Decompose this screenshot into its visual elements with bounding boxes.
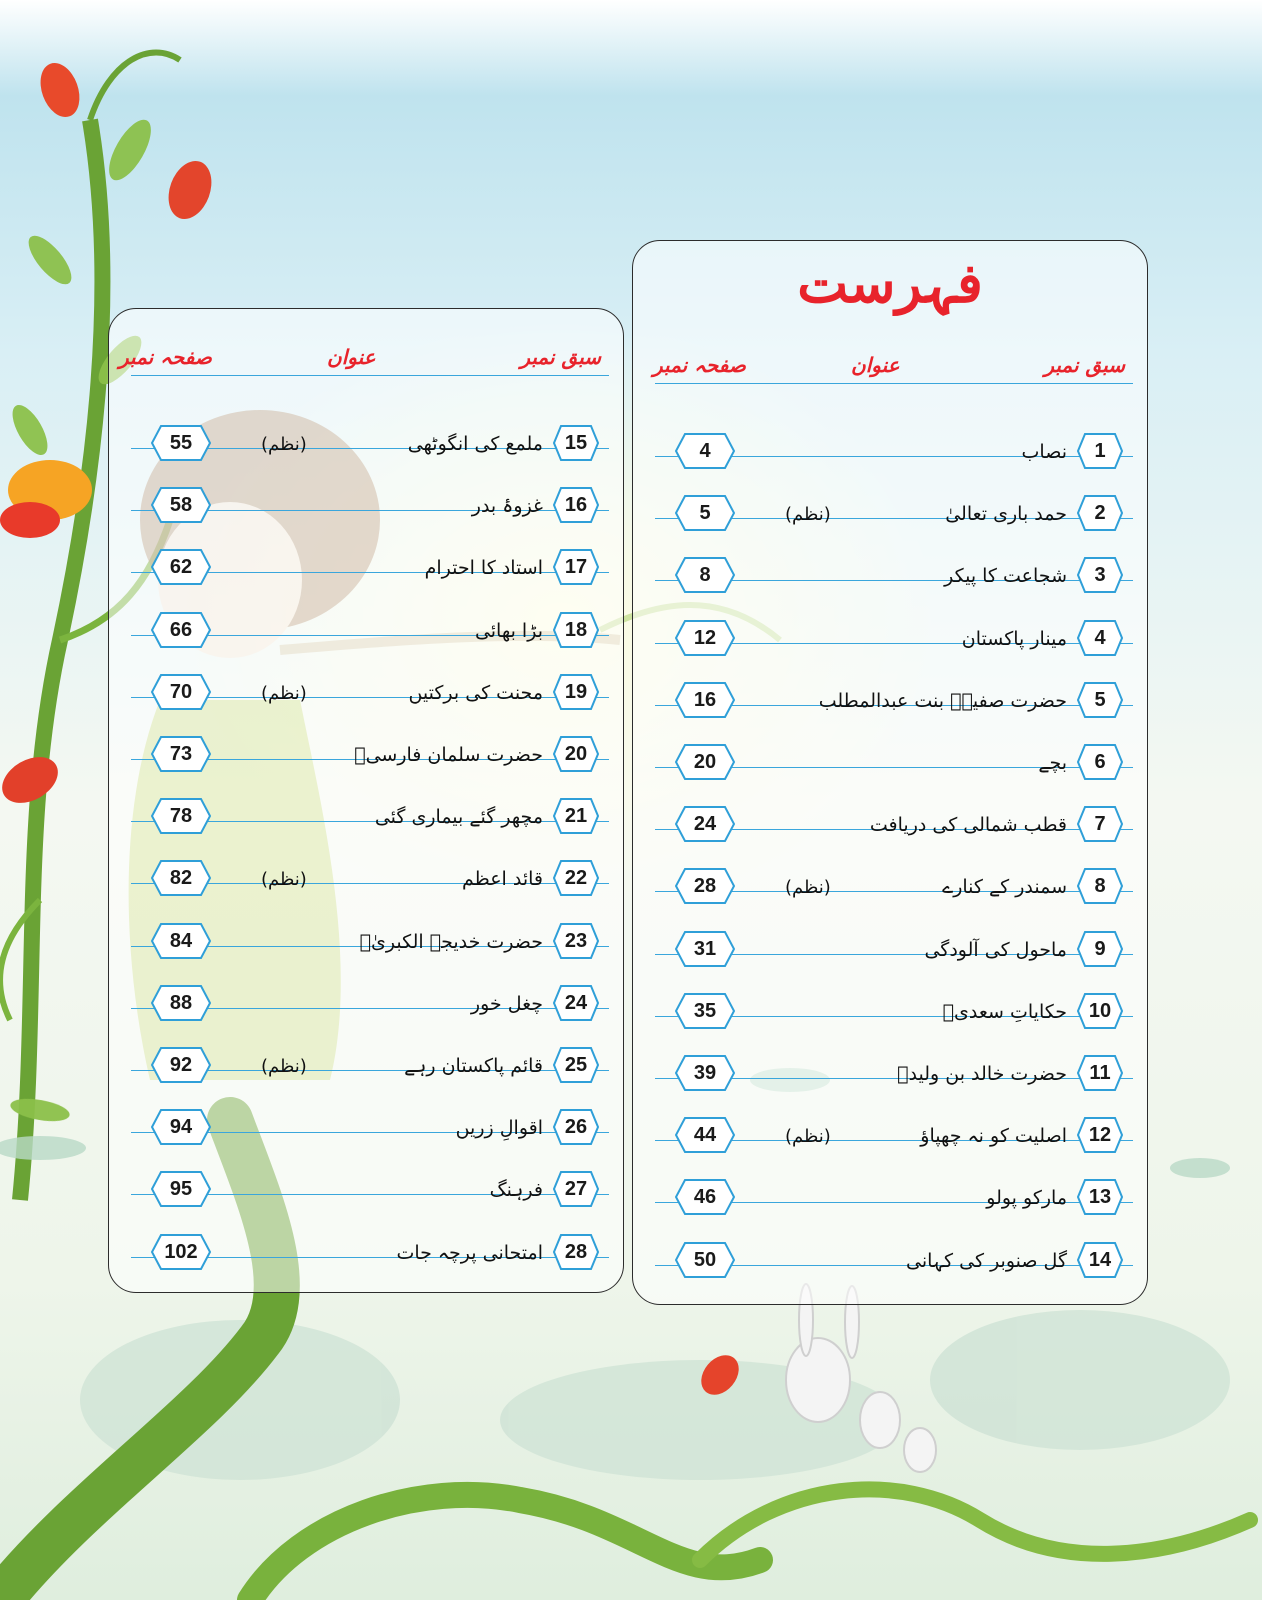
list-item (655, 660, 1133, 718)
poem-tag: (نظم) (261, 869, 307, 891)
lesson-number-badge (1077, 433, 1123, 469)
page-number: 20 (693, 751, 717, 773)
toc-panel-left (108, 308, 624, 1293)
lesson-number: 10 (1088, 999, 1112, 1022)
list-item (131, 901, 609, 959)
page-number: 35 (693, 999, 717, 1022)
page-number: 62 (169, 556, 193, 579)
lesson-number: 7 (1094, 813, 1106, 836)
page-number-badge (675, 1179, 735, 1215)
lesson-title: سمندر کے کنارے (942, 876, 1067, 899)
page-number-badge (675, 433, 735, 469)
page-number: 92 (169, 1054, 193, 1076)
page-number: 12 (693, 626, 717, 649)
page-number: 28 (693, 875, 717, 898)
lesson-title: اصلیت کو نہ چھپاؤ (920, 1125, 1067, 1148)
page-number-badge (675, 620, 735, 656)
header-page-no: صفحہ نمبر (653, 353, 746, 377)
lesson-number-badge (1077, 1055, 1123, 1091)
list-item (655, 535, 1133, 593)
lesson-title: شجاعت کا پیکر (944, 565, 1067, 588)
lesson-number: 21 (564, 805, 588, 828)
list-item (655, 909, 1133, 967)
page-number-badge (151, 612, 211, 648)
page-number: 44 (693, 1124, 717, 1147)
list-item (655, 1220, 1133, 1278)
lesson-title: مارکو پولو (986, 1187, 1067, 1210)
list-item (655, 598, 1133, 656)
page-number: 31 (693, 937, 717, 960)
lesson-title: حضرت خالد بن ولیدؓ (897, 1063, 1067, 1085)
page-number-badge (151, 549, 211, 585)
lesson-number-badge (553, 1047, 599, 1083)
lesson-number-badge (553, 985, 599, 1021)
poem-tag: (نظم) (261, 682, 307, 704)
page-number: 78 (169, 805, 193, 828)
lesson-title: قطب شمالی کی دریافت (869, 814, 1067, 837)
lesson-number-badge (553, 487, 599, 523)
list-item (131, 714, 609, 772)
page-number-badge (675, 1055, 735, 1091)
page-number-badge (675, 744, 735, 780)
lesson-number: 18 (564, 618, 588, 641)
lesson-title: چغل خور (470, 992, 543, 1015)
page-number-badge (151, 674, 211, 710)
page-number: 39 (693, 1062, 717, 1084)
lesson-number-badge (553, 549, 599, 585)
lesson-number: 8 (1094, 875, 1106, 898)
lesson-title: مچھر گئے بیماری گئی (374, 806, 543, 829)
poem-tag: (نظم) (785, 877, 831, 899)
lesson-title: حضرت خدیجۃ الکبریٰؓ (359, 930, 543, 953)
page-number-badge (151, 1047, 211, 1083)
page-number: 102 (164, 1240, 198, 1263)
page-number: 70 (169, 680, 193, 703)
lesson-number-badge (1077, 806, 1123, 842)
lesson-number: 14 (1088, 1248, 1112, 1271)
lesson-number: 2 (1094, 502, 1106, 525)
page-number: 50 (693, 1248, 717, 1271)
poem-tag: (نظم) (261, 434, 307, 455)
poem-tag: (نظم) (785, 504, 831, 526)
list-item (131, 590, 609, 648)
page-title: فہرست (797, 251, 983, 315)
lesson-number-badge (1077, 744, 1123, 780)
lesson-number-badge (1077, 1117, 1123, 1153)
lesson-number: 13 (1088, 1186, 1112, 1209)
list-item (655, 1095, 1133, 1153)
lesson-title: حمد باری تعالیٰ (945, 503, 1067, 526)
lesson-number-badge (1077, 993, 1123, 1029)
page-number-badge (151, 1171, 211, 1207)
lesson-number-badge (553, 736, 599, 772)
lesson-number: 20 (564, 743, 588, 765)
lesson-number: 16 (564, 494, 588, 517)
page-number: 66 (169, 618, 193, 641)
lesson-number: 5 (1094, 688, 1106, 711)
list-item (131, 838, 609, 896)
page-number-badge (675, 495, 735, 531)
header-page-no: صفحہ نمبر (119, 345, 212, 369)
list-item (131, 465, 609, 523)
lesson-number-badge (1077, 868, 1123, 904)
list-item (131, 1212, 609, 1270)
lesson-title: مینار پاکستان (961, 627, 1067, 650)
lesson-title: ماحول کی آلودگی (924, 938, 1067, 961)
lesson-number: 15 (564, 432, 588, 454)
list-item (131, 1025, 609, 1083)
lesson-number: 12 (1088, 1124, 1112, 1147)
lesson-number-badge (553, 425, 599, 461)
page-number-badge (151, 798, 211, 834)
lesson-number: 4 (1094, 626, 1106, 649)
lesson-number-badge (553, 923, 599, 959)
lesson-title: بچے (1038, 752, 1067, 774)
header-topic: عنوان (327, 345, 376, 369)
page-number: 73 (169, 743, 193, 765)
lesson-number-badge (1077, 1179, 1123, 1215)
page-number-badge (675, 682, 735, 718)
lesson-number: 1 (1094, 440, 1106, 462)
page-number: 58 (169, 494, 193, 517)
lesson-title: حکایاتِ سعدیؒ (942, 1000, 1067, 1023)
page-number-badge (151, 487, 211, 523)
lesson-number: 3 (1094, 564, 1106, 587)
page-number-badge (675, 931, 735, 967)
lesson-title: ملمع کی انگوٹھی (407, 433, 543, 455)
page-number: 55 (169, 432, 193, 454)
lesson-number-badge (553, 1234, 599, 1270)
lesson-title: قائم پاکستان رہے (404, 1055, 543, 1077)
page-number-badge (151, 923, 211, 959)
lesson-title: امتحانی پرچہ جات (396, 1241, 543, 1264)
lesson-number: 27 (564, 1178, 588, 1201)
header-lesson-no: سبق نمبر (1044, 353, 1125, 377)
page-number-badge (151, 1234, 211, 1270)
lesson-number: 11 (1089, 1062, 1111, 1084)
lesson-title: قائد اعظم (461, 868, 543, 891)
page-number-badge (675, 868, 735, 904)
lesson-number-badge (553, 860, 599, 896)
header-rule (131, 375, 609, 376)
lesson-number: 9 (1094, 937, 1106, 960)
list-item (655, 846, 1133, 904)
list-item (655, 971, 1133, 1029)
page-number-badge (675, 806, 735, 842)
lesson-number-badge (553, 1109, 599, 1145)
lesson-number-badge (553, 612, 599, 648)
lesson-number-badge (1077, 682, 1123, 718)
list-item (131, 403, 609, 461)
list-item (655, 1157, 1133, 1215)
page-number-badge (675, 993, 735, 1029)
lesson-number-badge (1077, 620, 1123, 656)
page-number: 5 (699, 502, 711, 525)
header-lesson-no: سبق نمبر (520, 345, 601, 369)
lesson-title: نصاب (1021, 441, 1067, 463)
page-number-badge (151, 860, 211, 896)
toc-panel-right (632, 240, 1148, 1305)
list-item (131, 1149, 609, 1207)
lesson-number-badge (553, 1171, 599, 1207)
list-item (655, 473, 1133, 531)
page-number: 84 (169, 929, 193, 952)
page-number: 16 (693, 688, 717, 711)
lesson-title: حضرت سلمان فارسیؓ (354, 744, 543, 766)
lesson-number-badge (1077, 495, 1123, 531)
lesson-number-badge (1077, 557, 1123, 593)
lesson-number: 26 (564, 1116, 588, 1139)
lesson-title: محنت کی برکتیں (408, 681, 543, 704)
lesson-number: 17 (564, 556, 588, 579)
lesson-title: غزوۂ بدر (471, 495, 543, 518)
list-item (655, 722, 1133, 780)
list-item (131, 652, 609, 710)
lesson-title: استاد کا احترام (424, 557, 543, 580)
poem-tag: (نظم) (785, 1126, 831, 1148)
list-item (655, 411, 1133, 469)
lesson-number: 6 (1094, 751, 1106, 773)
page-number-badge (151, 985, 211, 1021)
page-number: 82 (169, 867, 193, 890)
lesson-title: اقوالِ زریں (455, 1117, 543, 1140)
page-number: 4 (699, 440, 711, 462)
list-item (131, 1087, 609, 1145)
header-topic: عنوان (851, 353, 900, 377)
page-number: 88 (169, 991, 193, 1014)
lesson-number: 24 (564, 991, 588, 1014)
page-number-badge (675, 557, 735, 593)
page-number: 95 (169, 1178, 193, 1201)
header-rule (655, 383, 1133, 384)
lesson-number: 22 (564, 867, 588, 890)
lesson-title: فرہنگ (489, 1179, 543, 1202)
page-number-badge (151, 425, 211, 461)
lesson-number: 28 (564, 1240, 588, 1263)
lesson-number: 19 (564, 680, 588, 703)
page-number: 46 (693, 1186, 717, 1209)
list-item (131, 776, 609, 834)
list-item (655, 1033, 1133, 1091)
page-number: 8 (699, 564, 711, 587)
page-number: 94 (169, 1116, 193, 1139)
lesson-number: 25 (564, 1054, 588, 1076)
lesson-number-badge (553, 674, 599, 710)
lesson-number: 23 (564, 929, 588, 952)
page-number-badge (151, 736, 211, 772)
lesson-title: بڑا بھائی (474, 619, 543, 642)
lesson-title: گل صنوبر کی کہانی (906, 1249, 1067, 1272)
list-item (655, 784, 1133, 842)
page-number-badge (675, 1117, 735, 1153)
lesson-number-badge (1077, 1242, 1123, 1278)
page-number-badge (151, 1109, 211, 1145)
page-number-badge (675, 1242, 735, 1278)
page-number: 24 (693, 813, 717, 836)
lesson-number-badge (1077, 931, 1123, 967)
poem-tag: (نظم) (261, 1056, 307, 1077)
list-item (131, 527, 609, 585)
lesson-number-badge (553, 798, 599, 834)
list-item (131, 963, 609, 1021)
lesson-title: حضرت صفیہؓ بنت عبدالمطلب (818, 689, 1067, 712)
